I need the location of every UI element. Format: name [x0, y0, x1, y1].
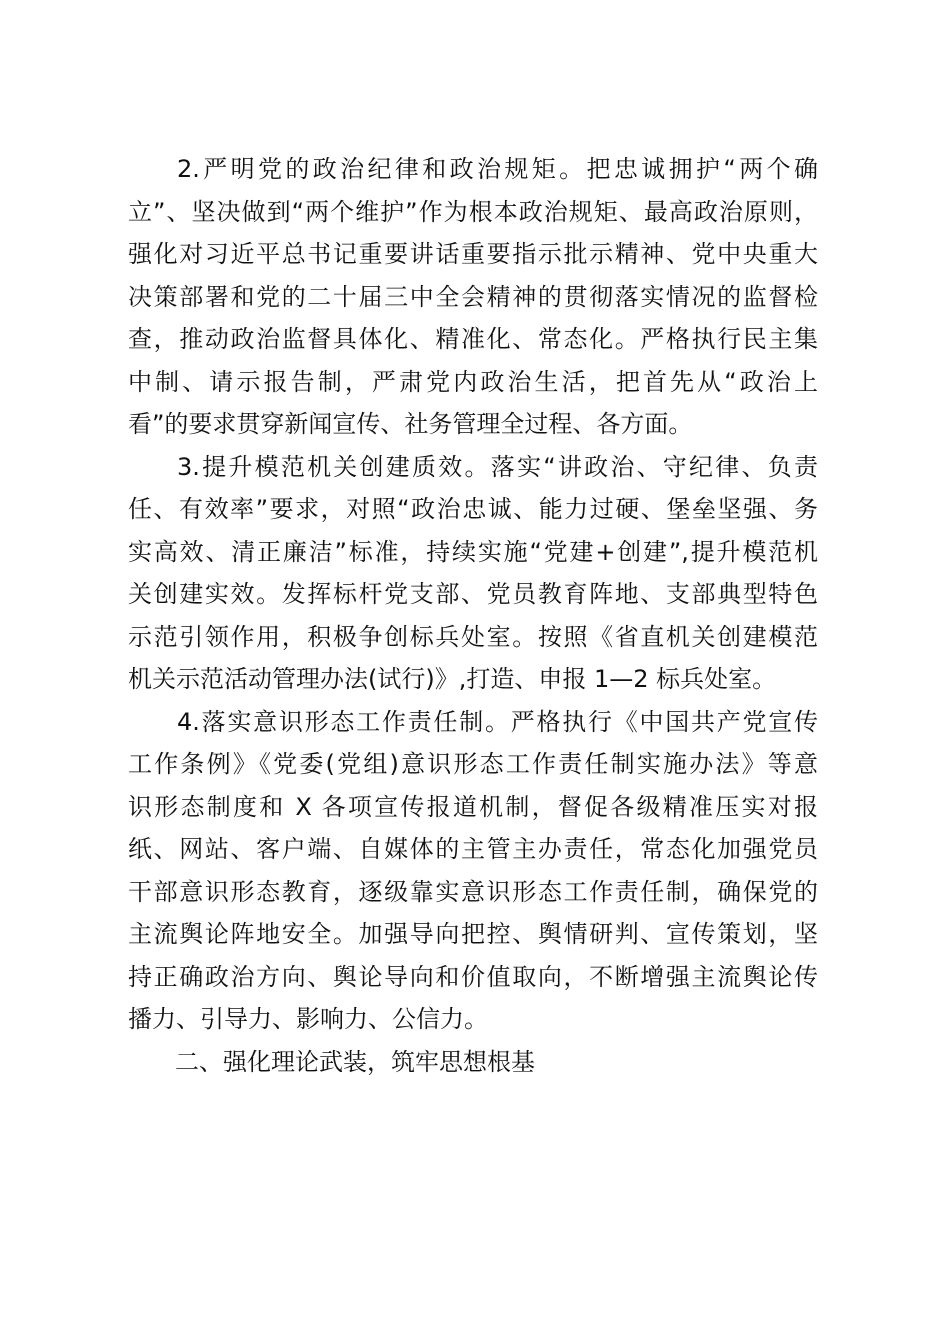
paragraph-line: 持正确政治方向、舆论导向和价值取向，不断增强主流舆论传	[128, 962, 818, 991]
paragraph-line: 识形态制度和 X 各项宣传报道机制，督促各级精准压实对报	[128, 792, 818, 821]
paragraph-line: 看”的要求贯穿新闻宣传、社务管理全过程、各方面。	[128, 410, 693, 438]
paragraph-line: 查，推动政治监督具体化、精准化、常态化。严格执行民主集	[128, 325, 818, 353]
paragraph-line: 2.严明党的政治纪律和政治规矩。把忠诚拥护“两个确	[177, 155, 818, 183]
paragraph-line: 机关示范活动管理办法(试行)》,打造、申报 1—2 标兵处室。	[128, 665, 777, 693]
paragraph-line: 任、有效率”要求，对照“政治忠诚、能力过硬、堡垒坚强、务	[128, 495, 818, 523]
paragraph-line: 实高效、清正廉洁”标准，持续实施“党建+创建”,提升模范机	[128, 537, 818, 566]
paragraph-political-discipline	[128, 148, 818, 446]
paragraph-line: 决策部署和党的二十届三中全会精神的贯彻落实情况的监督检	[128, 282, 818, 311]
paragraph-line: 示范引领作用，积极争创标兵处室。按照《省直机关创建模范	[128, 622, 818, 651]
paragraph-ideology-responsibility	[128, 701, 818, 1041]
paragraph-line: 纸、网站、客户端、自媒体的主管主办责任，常态化加强党员	[128, 835, 818, 863]
paragraph-line: 工作条例》《党委(党组)意识形态工作责任制实施办法》等意	[128, 750, 818, 778]
paragraph-line: 干部意识形态教育，逐级靠实意识形态工作责任制，确保党的	[128, 877, 818, 906]
paragraph-line: 关创建实效。发挥标杆党支部、党员教育阵地、支部典型特色	[128, 580, 818, 608]
paragraph-line: 3.提升模范机关创建质效。落实“讲政治、守纪律、负责	[177, 452, 818, 481]
document-body	[128, 148, 818, 1083]
paragraph-line: 主流舆论阵地安全。加强导向把控、舆情研判、宣传策划，坚	[128, 920, 818, 948]
paragraph-line: 中制、请示报告制，严肃党内政治生活，把首先从“政治上	[128, 367, 818, 396]
paragraph-model-organ	[128, 446, 818, 701]
section-heading: 二、强化理论武装，筑牢思想根基	[175, 1047, 535, 1076]
paragraph-line: 立”、坚决做到“两个维护”作为根本政治规矩、最高政治原则，	[128, 197, 818, 226]
paragraph-line: 4.落实意识形态工作责任制。严格执行《中国共产党宣传	[177, 707, 818, 736]
paragraph-line: 强化对习近平总书记重要讲话重要指示批示精神、党中央重大	[128, 240, 818, 268]
paragraph-line: 播力、引导力、影响力、公信力。	[128, 1005, 488, 1033]
